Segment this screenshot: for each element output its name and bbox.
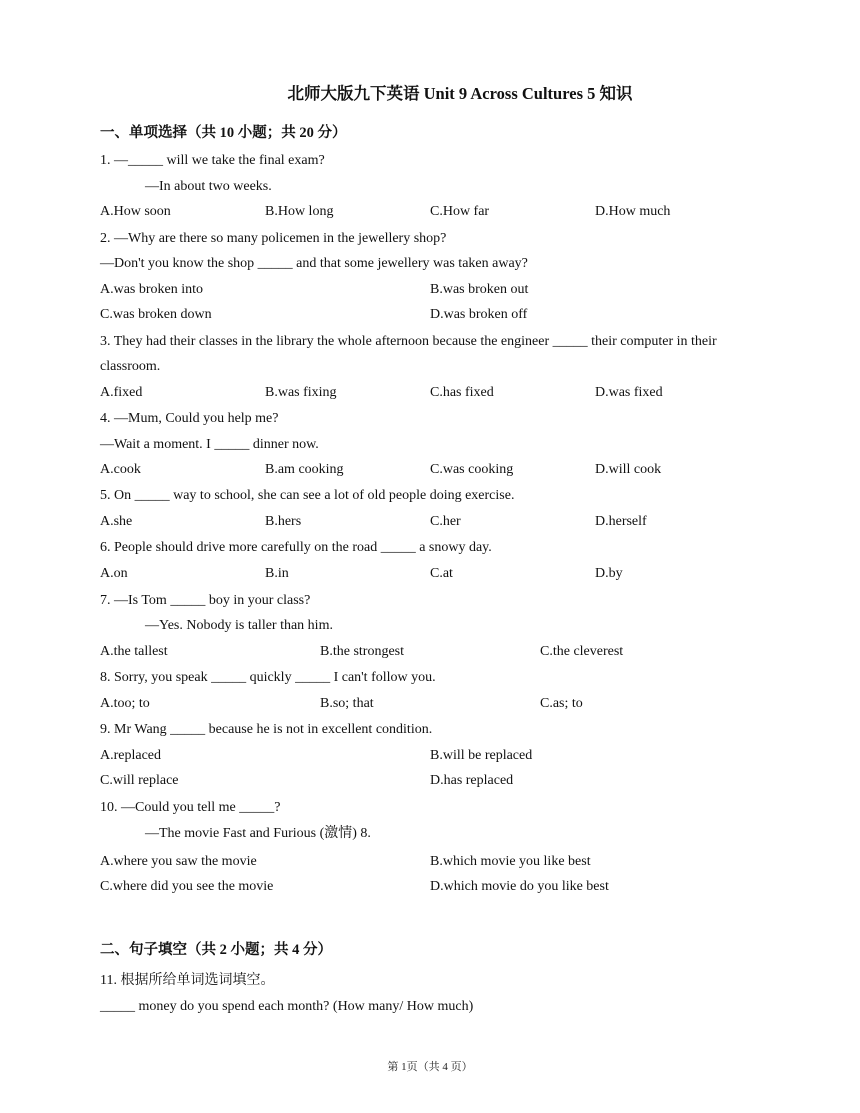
q6-option-d: D.by	[595, 566, 623, 581]
q1-option-b: B.How long	[265, 204, 334, 219]
q4-option-b: B.am cooking	[265, 462, 344, 477]
q5-option-b: B.hers	[265, 514, 302, 529]
q2-option-c: C.was broken down	[100, 307, 212, 322]
question-10-stem: 10. —Could you tell me _____?	[100, 800, 281, 815]
question-4-sub: —Wait a moment. I _____ dinner now.	[100, 437, 319, 452]
question-1-stem: 1. —_____ will we take the final exam?	[100, 153, 325, 168]
q9-option-a: A.replaced	[100, 748, 162, 763]
q10-option-b: B.which movie you like best	[430, 854, 591, 869]
question-11-sub: _____ money do you spend each month? (How many/ How much)	[100, 999, 474, 1014]
q9-option-c: C.will replace	[100, 773, 179, 788]
q10-option-d: D.which movie do you like best	[430, 879, 609, 894]
section-heading-2: 二、句子填空（共 2 小题；共 4 分）	[100, 942, 332, 958]
q7-option-c: C.the cleverest	[540, 644, 624, 659]
question-11-stem: 11. 根据所给单词选词填空。	[100, 973, 275, 988]
q8-option-a: A.too; to	[100, 696, 150, 711]
q10-option-c: C.where did you see the movie	[100, 879, 274, 894]
q3-option-d: D.was fixed	[595, 385, 663, 400]
q4-option-c: C.was cooking	[430, 462, 514, 477]
q9-option-b: B.will be replaced	[430, 748, 533, 763]
q10-option-a: A.where you saw the movie	[100, 854, 257, 869]
question-8-stem: 8. Sorry, you speak _____ quickly _____ I can't follow you.	[100, 670, 436, 685]
q6-option-a: A.on	[100, 566, 128, 581]
q6-option-c: C.at	[430, 566, 453, 581]
question-3-stem: 3. They had their classes in the library the whole afternoon because the engineer _____ their computer in their	[100, 334, 717, 349]
page-footer: 第 1页（共 4 页）	[387, 1061, 473, 1073]
question-7-stem: 7. —Is Tom _____ boy in your class?	[100, 593, 311, 608]
question-5-stem: 5. On _____ way to school, she can see a lot of old people doing exercise.	[100, 488, 515, 503]
q1-option-a: A.How soon	[100, 204, 171, 219]
question-6-stem: 6. People should drive more carefully on the road _____ a snowy day.	[100, 540, 492, 555]
q2-option-b: B.was broken out	[430, 282, 529, 297]
q7-option-b: B.the strongest	[320, 644, 404, 659]
question-2-sub: —Don't you know the shop _____ and that some jewellery was taken away?	[100, 256, 528, 271]
q3-option-c: C.has fixed	[430, 385, 494, 400]
q8-option-c: C.as; to	[540, 696, 583, 711]
q4-option-a: A.cook	[100, 462, 141, 477]
question-7-sub: —Yes. Nobody is taller than him.	[145, 618, 333, 633]
q2-option-a: A.was broken into	[100, 282, 204, 297]
question-10-sub: —The movie Fast and Furious (激情) 8.	[145, 826, 371, 841]
q5-option-c: C.her	[430, 514, 461, 529]
question-2-stem: 2. —Why are there so many policemen in the jewellery shop?	[100, 231, 447, 246]
q5-option-d: D.herself	[595, 514, 647, 529]
q3-option-b: B.was fixing	[265, 385, 337, 400]
q3-option-a: A.fixed	[100, 385, 143, 400]
q2-option-d: D.was broken off	[430, 307, 528, 322]
q7-option-a: A.the tallest	[100, 644, 168, 659]
q6-option-b: B.in	[265, 566, 289, 581]
section-heading-1: 一、单项选择（共 10 小题；共 20 分）	[100, 125, 347, 141]
q1-option-d: D.How much	[595, 204, 671, 219]
question-4-stem: 4. —Mum, Could you help me?	[100, 411, 279, 426]
q9-option-d: D.has replaced	[430, 773, 514, 788]
q1-option-c: C.How far	[430, 204, 490, 219]
question-3-stem-cont: classroom.	[100, 359, 161, 374]
q5-option-a: A.she	[100, 514, 133, 529]
question-1-sub: —In about two weeks.	[145, 179, 272, 194]
q8-option-b: B.so; that	[320, 696, 374, 711]
q4-option-d: D.will cook	[595, 462, 662, 477]
page-title: 北师大版九下英语 Unit 9 Across Cultures 5 知识	[287, 84, 633, 103]
question-9-stem: 9. Mr Wang _____ because he is not in excellent condition.	[100, 722, 433, 737]
